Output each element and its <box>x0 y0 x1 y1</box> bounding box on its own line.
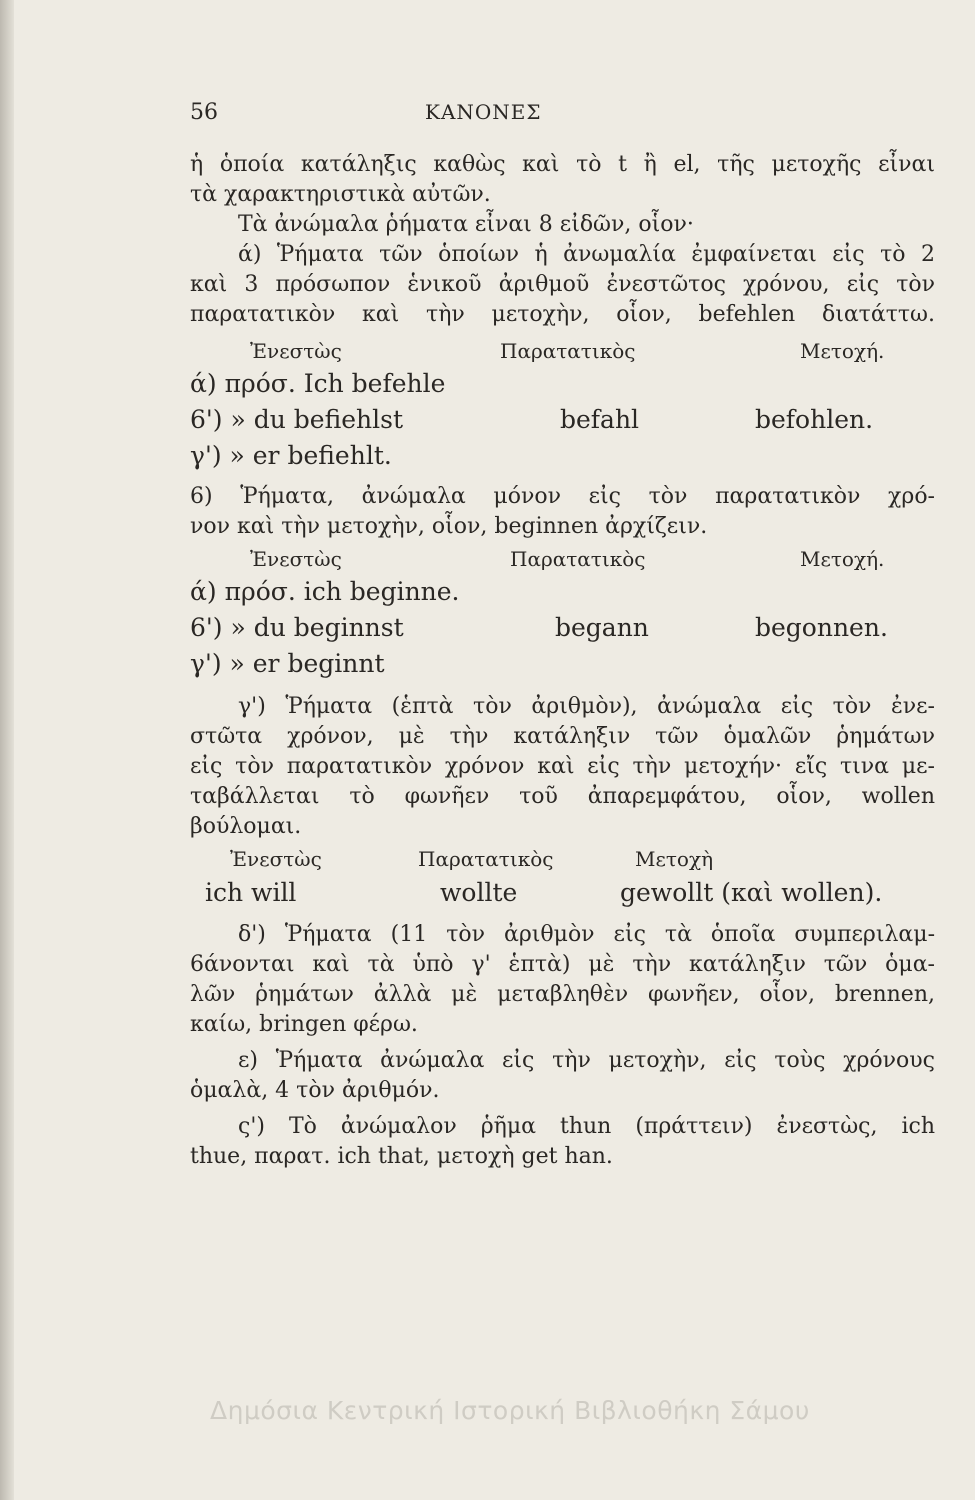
paragraph-block-2 <box>190 482 935 542</box>
library-watermark: Δημόσια Κεντρική Ιστορική Βιβλιοθήκη Σάμου <box>210 1396 810 1425</box>
column-head-imperfect: Παρατατικὸς <box>418 847 554 871</box>
text-line: νον καὶ τὴν μετοχὴν, οἷον, beginnen ἀρχίζειν. <box>190 514 708 539</box>
column-head-participle: Μετοχή. <box>800 547 885 571</box>
text-line: thue, παρατ. ich that, μετοχὴ get han. <box>190 1144 613 1169</box>
text-line: ά) Ῥήματα τῶν ὁποίων ἡ ἀνωμαλία ἐμφαίνεται εἰς τὸ 2 <box>238 242 935 267</box>
table-row <box>190 610 935 646</box>
text-line: λῶν ῥημάτων ἀλλὰ μὲ μεταβληθὲν φωνῆεν, οἷον, brennen, <box>190 982 935 1007</box>
table-header-row <box>190 544 935 574</box>
table-row <box>190 366 935 402</box>
text-line: τὰ χαρακτηριστικὰ αὐτῶν. <box>190 182 491 207</box>
imperfect-form: wollte <box>440 878 518 907</box>
conjugation-table-3 <box>190 844 935 912</box>
table-row <box>190 402 935 438</box>
present-form: 6') » du befiehlst <box>190 405 404 434</box>
text-line: στῶτα χρόνον, μὲ τὴν κατάληξιν τῶν ὁμαλῶν ῥημάτων <box>190 724 935 749</box>
column-head-present: Ἐνεστὼς <box>250 547 342 571</box>
present-form: ich will <box>205 878 297 907</box>
text-line: 6) Ῥήματα, ἀνώμαλα μόνον εἰς τὸν παρατατικὸν χρό- <box>190 484 935 509</box>
text-line: ε) Ῥήματα ἀνώμαλα εἰς τὴν μετοχὴν, εἰς τοὺς χρόνους <box>238 1048 935 1073</box>
table-row <box>190 438 935 474</box>
text-line: Τὰ ἀνώμαλα ῥήματα εἶναι 8 εἰδῶν, οἷον· <box>238 212 694 237</box>
text-line: ταβάλλεται τὸ φωνῆεν τοῦ ἀπαρεμφάτου, οἷον, wollen <box>190 784 935 809</box>
column-head-imperfect: Παρατατικὸς <box>510 547 646 571</box>
conjugation-table-1 <box>190 336 935 474</box>
table-row <box>190 874 935 912</box>
text-line: βούλομαι. <box>190 814 302 839</box>
imperfect-form: begann <box>555 613 649 642</box>
column-head-participle: Μετοχὴ <box>635 847 714 871</box>
present-form: ά) πρόσ. Ich befehle <box>190 369 446 398</box>
text-line: καὶ 3 πρόσωπον ἑνικοῦ ἀριθμοῦ ἐνεστῶτος χρόνου, εἰς τὸν <box>190 272 935 297</box>
present-form: 6') » du beginnst <box>190 613 404 642</box>
paragraph-block-1 <box>190 150 935 330</box>
page-header <box>190 100 935 150</box>
running-head: ΚΑΝΟΝΕΣ <box>425 100 542 124</box>
table-row <box>190 574 935 610</box>
imperfect-form: befahl <box>560 405 640 434</box>
participle-form: gewollt (καὶ wollen). <box>620 878 883 907</box>
participle-form: begonnen. <box>755 613 888 642</box>
column-head-participle: Μετοχή. <box>800 339 885 363</box>
conjugation-table-2 <box>190 544 935 682</box>
present-form: γ') » er beginnt <box>190 649 385 678</box>
column-head-present: Ἐνεστὼς <box>230 847 322 871</box>
paragraph-block-4 <box>190 920 935 1172</box>
text-line: ὁμαλὰ, 4 τὸν ἀριθμόν. <box>190 1078 440 1103</box>
paragraph-block-3 <box>190 692 935 842</box>
present-form: ά) πρόσ. ich beginne. <box>190 577 460 606</box>
column-head-present: Ἐνεστὼς <box>250 339 342 363</box>
column-head-imperfect: Παρατατικὸς <box>500 339 636 363</box>
table-header-row <box>190 844 935 874</box>
text-line: δ') Ῥήματα (11 τὸν ἀριθμὸν εἰς τὰ ὁποῖα συμπεριλαμ- <box>238 922 935 947</box>
text-line: γ') Ῥήματα (ἑπτὰ τὸν ἀριθμὸν), ἀνώμαλα εἰς τὸν ἐνε- <box>238 694 935 719</box>
page-number: 56 <box>190 100 218 125</box>
text-line: 6άνονται καὶ τὰ ὑπὸ γ' ἑπτὰ) μὲ τὴν κατάληξιν τῶν ὁμα- <box>190 952 935 977</box>
present-form: γ') » er befiehlt. <box>190 441 392 470</box>
page-content <box>190 100 935 1172</box>
participle-form: befohlen. <box>755 405 874 434</box>
table-header-row <box>190 336 935 366</box>
text-line: εἰς τὸν παρατατικὸν χρόνον καὶ εἰς τὴν μετοχήν· εἴς τινα με- <box>190 754 935 779</box>
table-row <box>190 646 935 682</box>
text-line: ἡ ὁποία κατάληξις καθὼς καὶ τὸ t ἢ el, τῆς μετοχῆς εἶναι <box>190 152 935 177</box>
text-line: παρατατικὸν καὶ τὴν μετοχὴν, οἷον, befehlen διατάττω. <box>190 302 935 327</box>
text-line: καίω, bringen φέρω. <box>190 1012 418 1037</box>
text-line: ς') Τὸ ἀνώμαλον ῥῆμα thun (πράττειν) ἐνεστὼς, ich <box>238 1114 935 1139</box>
page-binding-edge <box>0 0 14 1500</box>
